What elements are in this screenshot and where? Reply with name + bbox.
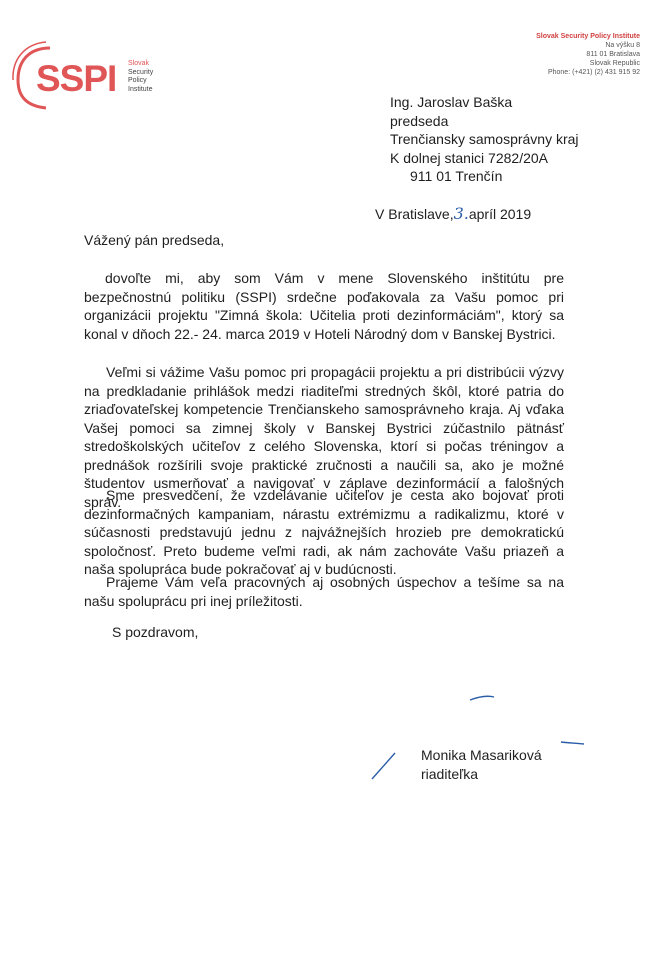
- recipient-role: predseda: [390, 112, 449, 129]
- place-date: [375, 204, 531, 223]
- salutation: Vážený pán predseda,: [84, 232, 225, 248]
- body-paragraph: Prajeme Vám veľa pracovných aj osobných úspechov a tešíme sa na našu spoluprácu pri inej príležitosti.: [84, 574, 564, 609]
- date-rest: apríl 2019: [468, 206, 532, 222]
- recipient-name: Ing. Jaroslav Baška: [390, 94, 513, 110]
- handwritten-day: 3.: [453, 204, 469, 223]
- signature-stroke: [470, 696, 494, 700]
- closing: S pozdravom,: [112, 624, 199, 640]
- recipient-organization: Trenčiansky samosprávny kraj: [390, 131, 579, 147]
- body-paragraph: Veľmi si vážime Vašu pomoc pri propagácii projektu a pri distribúcii výzvy na predkladanie prihlášok medzi riaditeľmi stredných škôl, ktoré patria do zriaďovateľskej kompetencie Trenčianskeho samosprávneho kraja. Aj vďaka Vašej pomoci sa zimnej školy v Banskej Bystrici zúčastnilo pätnásť stredoškolských učiteľov z celého Slovenska, ktorí si počas tréningov a prednášok rozšírili svoje praktické zručnosti a naučili sa, ako je možné študentov usmerňovať a navigovať v záplave dezinformácií a falošných správ.: [84, 364, 564, 510]
- body-paragraph: dovoľte mi, aby som Vám v mene Slovenského inštitútu pre bezpečnostnú politiku (SSPI) srdečne poďakovala za Vašu pomoc pri organizácii projektu "Zimná škola: Učitelia proti dezinformáciám", ktorý sa konal v dňoch 22.- 24. marca 2019 v Hoteli Národný dom v Banskej Bystrici.: [84, 270, 564, 342]
- institute-name: Slovak Security Policy Institute: [536, 33, 640, 40]
- signature-stroke: [561, 742, 584, 744]
- signature-stroke: [372, 753, 395, 779]
- institute-header: [536, 32, 640, 77]
- recipient-city: 911 01 Trenčín: [410, 168, 503, 184]
- place: V Bratislave,: [375, 206, 454, 222]
- body-paragraph: Sme presvedčení, že vzdelávanie učiteľov je cesta ako bojovať proti dezinformačných kampaniam, nárastu extrémizmu a radikalizmu, ktoré v súčasnosti predstavujú jednu z najvážnejších hrozieb pre demokratickú spoločnosť. Preto budeme veľmi radi, ak nám zachováte Vašu priazeň a naša spolupráca bude pokračovať aj v budúcnosti.: [84, 487, 564, 577]
- signer-name: Monika Masariková: [421, 747, 542, 763]
- recipient-street: K dolnej stanici 7282/20A: [390, 149, 548, 166]
- institute-address-line: Na výšku 8: [605, 42, 640, 49]
- institute-address-line: 811 01 Bratislava: [586, 51, 640, 58]
- logo-acronym: SSPI: [36, 58, 117, 99]
- recipient-address: [390, 93, 579, 186]
- signer-title: riaditeľka: [421, 766, 478, 782]
- logo-tagline: Slovak Security Policy Institute: [128, 60, 154, 93]
- signature-block: [421, 746, 542, 784]
- sspi-logo: [10, 40, 154, 110]
- institute-phone: Phone: (+421) (2) 431 915 92: [547, 69, 640, 76]
- institute-address-line: Slovak Republic: [589, 60, 640, 67]
